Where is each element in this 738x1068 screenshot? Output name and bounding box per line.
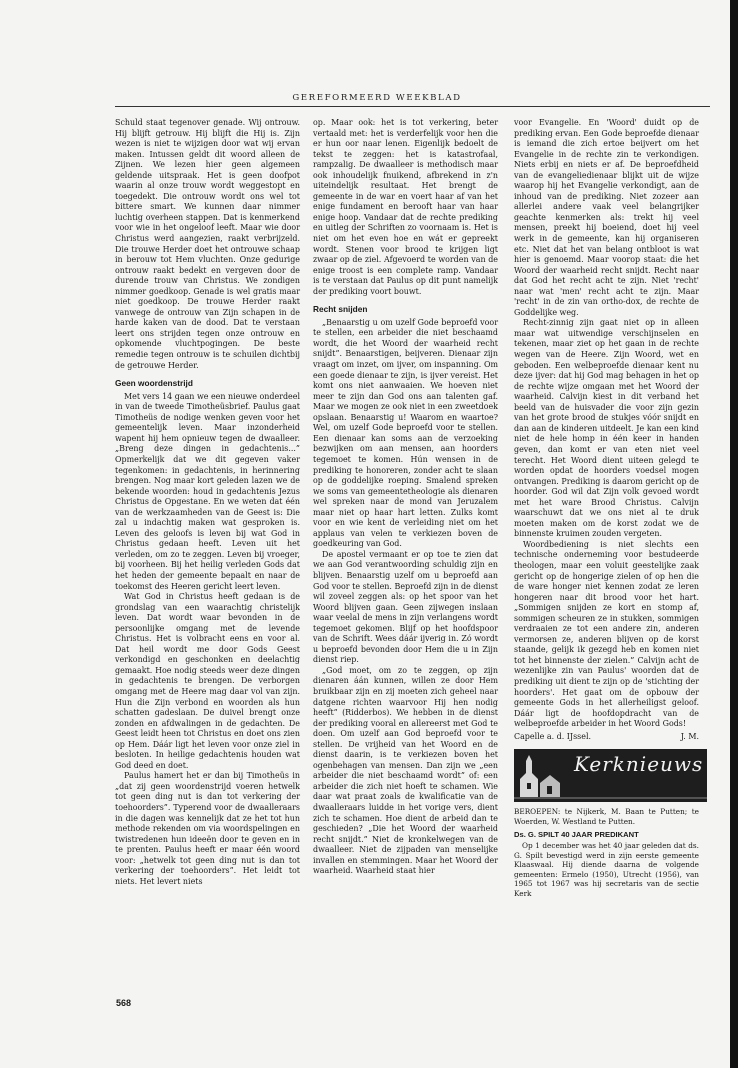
kerknieuws-section <box>514 807 699 898</box>
paragraph: „Benaarstig u om uzelf Gode beproefd voor te stellen, een arbeider die niet beschaamd wordt, die het Woord der waarheid recht snijdt”. Benaarstigen, beijveren. Dienaar zijn vraagt om inzet, om ijver, om inspanning. Om een goede dienaar te zijn, is ijver vereist. Het komt ons niet aanwaaien. We hoeven niet meer te zijn dan God ons aan talenten gaf. Maar we mogen ze ook niet in een zweetdoek opslaan. Benaarstig u! Waarom en waartoe? Wel, om uzelf Gode beproefd voor te stellen. Een dienaar kan soms aan de verzoeking bezwijken om aan mensen, aan hoorders tegemoet te komen. Hún wensen in de prediking te honoreren, zonder acht te slaan op de goddelijke roeping. Smalend spreken we soms van gemeentetheologie als dienaren wel spreken naar de mond van Jeruzalem maar niet op haar hart letten. Zulks komt voor en wie kent de verleiding niet om het applaus van velen te verkiezen boven de goedkeuring van God. <box>313 317 498 549</box>
paragraph: Op 1 december was het 40 jaar geleden dat ds. G. Spilt bevestigd werd in zijn eerste gemeente Klaaswaal. Hij diende daarna de volgende gemeenten: Ermelo (1950), Utrecht (1956), van 1965 tot 1967 was hij secretaris van de sectie Kerk <box>514 841 699 899</box>
kerknieuws-banner <box>514 749 707 802</box>
signature-line <box>514 732 699 743</box>
paragraph: „God moet, om zo te zeggen, op zijn dienaren áán kunnen, willen ze door Hem bruikbaar zijn en zij moeten zich geheel naar datgene richten waarvoor Hij hen nodig heeft” (Ridderbos). We hebben in de dienst der prediking vooral en allereerst met God te doen. Om uzelf aan God beproefd voor te stellen. De vrijheid van het Woord en de dienst daarin, is te verkiezen boven het ogenbehagen van mensen. Dan zijn we „een arbeider die niet beschaamd wordt” of: een arbeider die zich niet hoeft te schamen. Wie daar wat praat zoals de kwalificatie van de dwaalleraars luidde in het vorige vers, dient zich te schamen. Hoe dient de arbeid dan te geschieden? „Die het Woord der waarheid recht snijdt.” Niet de kronkelwegen van de dwaalleer. Niet de zijpaden van menselijke invallen en stemmingen. Maar het Woord der waarheid. Waarheid staat hier <box>313 665 498 876</box>
signature-initials: J. M. <box>680 731 699 741</box>
paragraph: op. Maar ook: het is tot verkering, beter vertaald met: het is verderfelijk voor hen die er hun oor naar lenen. Eigenlijk bedoelt de tekst te zeggen: het is katastrofaal, rampzalig. De dwaalleer is methodisch maar ook inhoudelijk fnuikend, afbrekend in z'n uiteindelijk resultaat. Het brengt de gemeente in de war en voert haar af van het enige fundament en berooft haar van haar enige hoop. Vandaar dat de rechte prediking en uitleg der Schriften zo voornaam is. Het is niet om het even hoe en wát er gepreekt wordt. Stenen voor brood te krijgen ligt zwaar op de ziel. Afgevoerd te worden van de enige troost is een complete ramp. Vandaar is te verstaan dat Paulus op dit punt namelijk der prediking voort bouwt. <box>313 118 498 296</box>
header-rule <box>115 106 710 107</box>
column-1 <box>115 118 300 887</box>
paragraph: Paulus hamert het er dan bij Timotheüs in „dat zij geen woordenstrijd voeren hetwelk tot geen ding nut is dan tot verkering der toehoorders”. Typerend voor de dwaalleraars in die dagen was kennelijk dat ze het tot hun methode rekenden om via woordspelingen en twistredenen hun ideeën door te geven en in te prenten. Paulus heeft er maar één woord voor: „hetwelk tot geen ding nut is dan tot verkering der toehoorders”. Het leidt tot niets. Het levert niets <box>115 771 300 886</box>
scan-edge <box>730 0 738 1068</box>
paragraph: De apostel vermaant er op toe te zien dat we aan God verantwoording schuldig zijn en blijven. Benaarstig uzelf om u beproefd aan God voor te stellen. Beproefd zijn in de dienst wil zoveel zeggen als: op het spoor van het Woord blijven gaan. Geen zijwegen inslaan waar veelal de mens in zijn verlangens wordt tegemoet gekomen. Blijf op het hoofdspoor van de Schrift. Wees dáár ijverig in. Zó wordt u beproefd bevonden door Hem die u in Zijn dienst riep. <box>313 549 498 665</box>
column-3 <box>514 118 704 899</box>
signature-place: Capelle a. d. IJssel. <box>514 731 592 741</box>
page-number: 568 <box>116 998 132 1008</box>
paragraph: Woordbediening is niet slechts een technische onderneming voor bestudeerde theologen, maar een voluit geestelijke zaak gericht op de hongerige zielen of op hen die de ware honger niet kennen zodat ze leren hongeren naar dit brood voor het hart. „Sommigen snijden ze kort en stomp af, sommigen scheuren ze in stukken, sommigen verdraaien ze tot een andere zin, anderen vermorsen ze, anderen blijven op de korst staande, gelijk ik gezegd heb en komen niet tot het binnenste der zielen.” Calvijn acht de wezenlijke zin van Paulus' woorden dat de prediking uit dient te zijn op de 'stichting der hoorders'. Het gaat om de opbouw der gemeente Gods in het allerheiligst geloof. Dáár ligt de hoofdopdracht van de welbeproefde arbeider in het Woord Gods! <box>514 539 699 729</box>
beroepen-text: BEROEPEN: te Nijkerk, M. Baan te Putten; te Woerden, W. Westland te Putten. <box>514 807 699 826</box>
paragraph: Met vers 14 gaan we een nieuwe onderdeel in van de tweede Timotheüsbrief. Paulus gaat Timotheüs de nodige wenken geven voor het gemeentelijk leven. Maar inzonderheid wapent hij hem opnieuw tegen de dwaalleer. „Breng deze dingen in gedachtenis...” Opmerkelijk dat we dit gegeven vaker tegenkomen: in gedachtenis, in herinnering brengen. Nog maar kort geleden lazen we de bekende woorden: houd in gedachtenis Jezus Christus de Opgestane. En we weten dat één van de werkzaamheden van de Geest is: Die zal u indachtig maken wat gesproken is. Leven des geloofs is leven bij wat God in Christus gedaan heeft. Leven uit het verleden, om zo te zeggen. Leven bij vroeger, bij voorheen. Bij het heilig verleden Gods dat het heden der gemeente bepaalt en naar de toekomst des Heeren gericht leert leven. <box>115 391 300 591</box>
paragraph: Schuld staat tegenover genade. Wij ontrouw. Hij blijft getrouw. Hij blijft die Hij is. Zijn wezen is niet te wijzigen door wat wij ervan maken. Intussen geldt dit woord alleen de Zijnen. We lezen hier geen algemeen geldende uitspraak. Het is geen doofpot waarin al onze trouw wordt weggestopt en toegedekt. Die ontrouw wordt ons wel tot bittere smart. We kunnen daar nimmer luchtig overheen stappen. Dat is kenmerkend voor wie in het ongeloof leeft. Maar wie door Christus werd aangezien, raakt verbrijzeld. Die trouwe Herder doet het ontrouwe schaap in berouw tot Hem vluchten. Onze gedurige ontrouw raakt bedekt en vergeven door de durende trouw van Christus. We zondigen nimmer goedkoop. Genade is wel gratis maar niet goedkoop. De trouwe Herder raakt vanwege de ontrouw van Zijn schapen in de harde kaken van de dood. Dat te verstaan leert ons strijden tegen onze ontrouw en opkomende vluchtpogingen. De beste remedie tegen ontrouw is te schuilen dichtbij de getrouwe Herder. <box>115 118 300 370</box>
running-header: GEREFORMEERD WEEKBLAD <box>292 93 462 103</box>
section-heading: Geen woordenstrijd <box>115 378 193 389</box>
section-heading: Recht snijden <box>313 304 368 315</box>
column-2 <box>313 118 498 877</box>
paragraph: Wat God in Christus heeft gedaan is de grondslag van een waarachtig christelijk leven. Dat wordt waar bevonden in de persoonlijke omgang met de levende Christus. Het is volbracht eens en voor al. Dat heil wordt me door Gods Geest verkondigd en geschonken en deelachtig gemaakt. Hoe nodig steeds weer deze dingen in gedachtenis te brengen. De verborgen omgang met de Heere mag daar vol van zijn. Hun die Zijn verbond en woorden als hun schatten gadeslaan. De duivel brengt onze zonden en afdwalingen in de gedachten. De Geest leidt heen tot Christus en doet ons zien op Hem. Dáár ligt het leven voor onze ziel in besloten. In heilige gedachtenis houden wat God deed en doet. <box>115 592 300 770</box>
news-heading: Ds. G. SPILT 40 JAAR PREDIKANT <box>514 830 639 840</box>
paragraph: Recht-zinnig zijn gaat niet op in alleen maar wat uitwendige verschijnselen en tekenen, maar ziet op het gaan in de rechte wegen van de Heere. Zijn Woord, wet en geboden. Een welbeproefde dienaar kent nu deze ijver: dat hij God mag behagen in het op de rechte wijze omgaan met het Woord der waarheid. Calvijn kiest in dit verband het beeld van de huisvader die voor zijn gezin van het grote brood de stukjes vóór snijdt en dan aan de kinderen uitdeelt. Je kan een kind niet de hele homp in één keer in handen geven, dan komt er van eten niet veel terecht. Het Woord dient uiteen gelegd te worden opdat de hoorders voedsel mogen ontvangen. Prediking is daarom gericht op de hoorder. God wil dat Zijn volk gevoed wordt met het ware Brood Christus. Calvijn waarschuwt dat we ons niet al te druk moeten maken om de korst zodat we de binnenste kruimen zouden vergeten. <box>514 318 699 539</box>
paragraph: voor Evangelie. En 'Woord' duidt op de prediking ervan. Een Gode beproefde dienaar is iemand die zich ertoe beijvert om het Evangelie in de rechte zin te verkondigen. Niets erbij en niets er af. De beproefdheid van de evangeliedienaar blijkt uit de wijze waarop hij het Evangelie verkondigt, aan de inhoud van de prediking. Niet zozeer aan allerlei andere vaak veel belangrijker geachte kenmerken als: trekt hij veel mensen, preekt hij boeiend, doet hij veel werk in de gemeente, kan hij organiseren etc. Niet dat het van belang ontbloot is wat hier is genoemd. Maar voorop staat: die het Woord der waarheid recht snijdt. Recht naar dat God het recht acht te zijn. Niet 'recht' naar wat 'men' recht acht te zijn. Maar 'recht' in de zin van ortho-dox, de rechte de Goddelijke weg. <box>514 118 699 317</box>
banner-title: Kerknieuws <box>574 752 704 777</box>
